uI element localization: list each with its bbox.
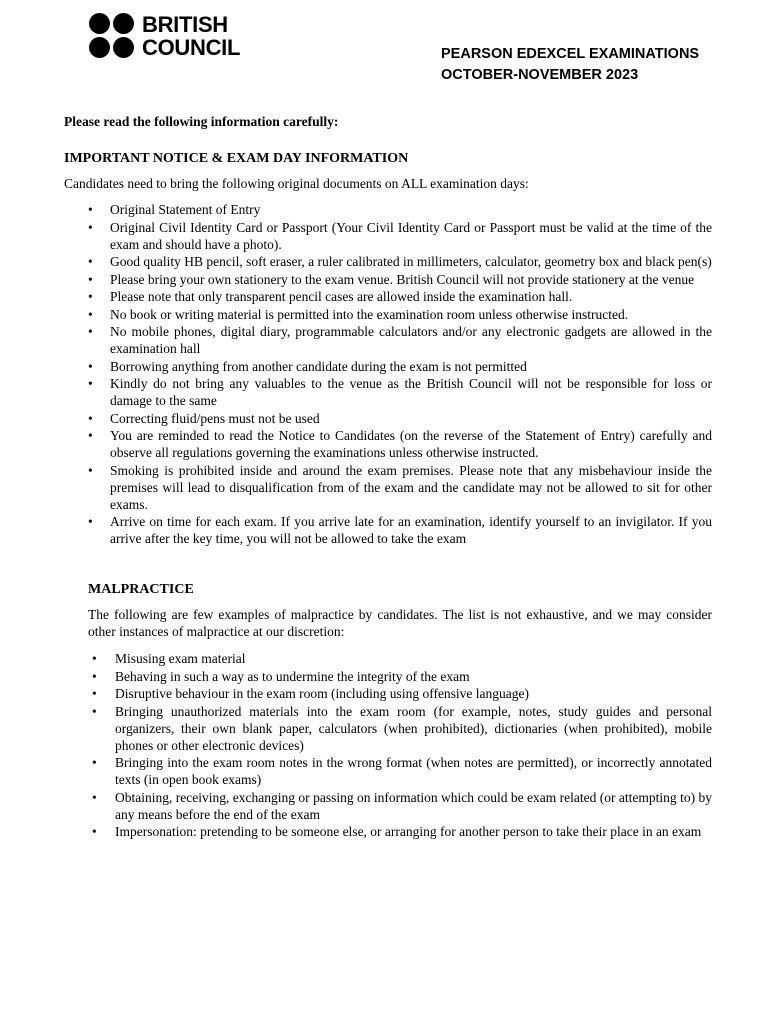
list-item xyxy=(88,668,712,685)
list-item xyxy=(88,703,712,754)
logo-line-2: COUNCIL xyxy=(142,34,241,60)
bullet-icon: • xyxy=(88,254,93,269)
list-item xyxy=(88,823,712,840)
list-item-text: Disruptive behaviour in the exam room (including using offensive language) xyxy=(115,686,530,701)
bullet-icon: • xyxy=(88,358,93,374)
bullet-icon: • xyxy=(92,789,97,805)
bullet-icon: • xyxy=(92,686,97,701)
malpractice-section xyxy=(88,581,712,840)
list-item-text: Original Statement of Entry xyxy=(110,202,261,217)
notice-title: IMPORTANT NOTICE & EXAM DAY INFORMATION xyxy=(64,151,409,166)
list-item-text: Borrowing anything from another candidate during the exam is not permitted xyxy=(110,358,527,374)
list-item xyxy=(64,306,712,323)
list-item xyxy=(64,288,712,305)
exam-header-title: PEARSON EDEXCEL EXAMINATIONS xyxy=(441,46,700,62)
exam-header xyxy=(441,44,699,85)
malpractice-list xyxy=(88,650,712,840)
bullet-icon: • xyxy=(88,410,93,426)
list-item xyxy=(64,201,712,218)
bullet-icon: • xyxy=(92,755,97,770)
list-item-text: Please bring your own stationery to the exam venue. British Council will not provide stationery at the venue xyxy=(110,271,695,287)
list-item-text: Kindly do not bring any valuables to the venue as the British Council will not be responsible for loss or damage to the same xyxy=(110,376,712,408)
intro-text: Please read the following information carefully: xyxy=(64,114,339,129)
list-item-text: Misusing exam material xyxy=(115,651,246,666)
notice-lead: Candidates need to bring the following original documents on ALL examination days: xyxy=(64,176,529,191)
list-item-text: Behaving in such a way as to undermine the integrity of the exam xyxy=(115,668,470,684)
list-item-text: Impersonation: pretending to be someone else, or arranging for another person to take their place in an exam xyxy=(115,824,702,839)
list-item xyxy=(64,427,712,461)
bullet-icon: • xyxy=(88,202,93,217)
list-item-text: Smoking is prohibited inside and around the exam premises. Please note that any misbehaviour inside the premises will lead to disqualification from of the exam and the candidate may not be allowed to sit for other exams. xyxy=(110,462,712,512)
list-item xyxy=(64,358,712,375)
list-item-text: Original Civil Identity Card or Passport (Your Civil Identity Card or Passport must be valid at the time of the exam and should have a photo). xyxy=(110,219,712,252)
bullet-icon: • xyxy=(88,219,93,235)
list-item-text: Bringing into the exam room notes in the wrong format (when notes are permitted), or incorrectly annotated texts (in open book exams) xyxy=(115,755,712,787)
list-item-text: Please note that only transparent pencil cases are allowed inside the examination hall. xyxy=(110,289,573,304)
bullet-icon: • xyxy=(92,651,97,666)
list-item-text: Correcting fluid/pens must not be used xyxy=(110,410,320,426)
list-item-text: You are reminded to read the Notice to Candidates (on the reverse of the Statement of Entry) carefully and observe all regulations governing the examinations unless otherwise instructed. xyxy=(110,428,712,460)
bullet-icon: • xyxy=(88,306,93,322)
exam-header-session: OCTOBER-NOVEMBER 2023 xyxy=(441,66,639,83)
list-item xyxy=(64,462,712,513)
list-item xyxy=(64,410,712,427)
list-item xyxy=(64,219,712,253)
logo-dots-icon xyxy=(89,13,136,60)
malpractice-title: MALPRACTICE xyxy=(88,582,194,597)
list-item xyxy=(64,253,712,270)
list-item-text: Good quality HB pencil, soft eraser, a ruler calibrated in millimeters, calculator, geometry box and black pen(s) xyxy=(110,254,712,269)
list-item-text: Obtaining, receiving, exchanging or passing on information which could be exam related (or attempting to) by any means before the end of the exam xyxy=(115,789,712,822)
list-item xyxy=(64,513,712,547)
bullet-icon: • xyxy=(88,428,93,443)
malpractice-lead: The following are few examples of malpractice by candidates. The list is not exhaustive, and we may consider other instances of malpractice at our discretion: xyxy=(88,607,712,639)
bullet-icon: • xyxy=(88,462,93,478)
list-item-text: No book or writing material is permitted into the examination room unless otherwise instructed. xyxy=(110,306,629,322)
document-content xyxy=(64,113,712,841)
list-item xyxy=(64,323,712,357)
bullet-icon: • xyxy=(92,668,97,684)
list-item xyxy=(88,789,712,823)
bullet-icon: • xyxy=(88,324,93,339)
logo-line-1: BRITISH xyxy=(142,11,228,37)
bullet-icon: • xyxy=(88,376,93,391)
british-council-logo xyxy=(89,13,240,60)
list-item xyxy=(64,375,712,409)
list-item-text: Arrive on time for each exam. If you arrive late for an examination, identify yourself to an invigilator. If you arrive after the key time, you will not be allowed to take the exam xyxy=(110,514,712,546)
list-item-text: No mobile phones, digital diary, programmable calculators and/or any electronic gadgets are allowed in the examination hall xyxy=(110,324,712,356)
list-item xyxy=(88,650,712,667)
notice-section xyxy=(64,150,712,547)
logo-text xyxy=(142,11,241,60)
notice-list xyxy=(64,201,712,547)
list-item xyxy=(88,685,712,702)
bullet-icon: • xyxy=(88,271,93,287)
list-item xyxy=(64,271,712,288)
bullet-icon: • xyxy=(88,514,93,529)
bullet-icon: • xyxy=(92,703,97,719)
bullet-icon: • xyxy=(92,824,97,839)
bullet-icon: • xyxy=(88,289,93,304)
list-item xyxy=(88,754,712,788)
list-item-text: Bringing unauthorized materials into the exam room (for example, notes, study guides and personal organizers, their own blank paper, calculators (when prohibited), dictionaries (when prohibited), mobile phones or other electronic devices) xyxy=(115,703,712,753)
